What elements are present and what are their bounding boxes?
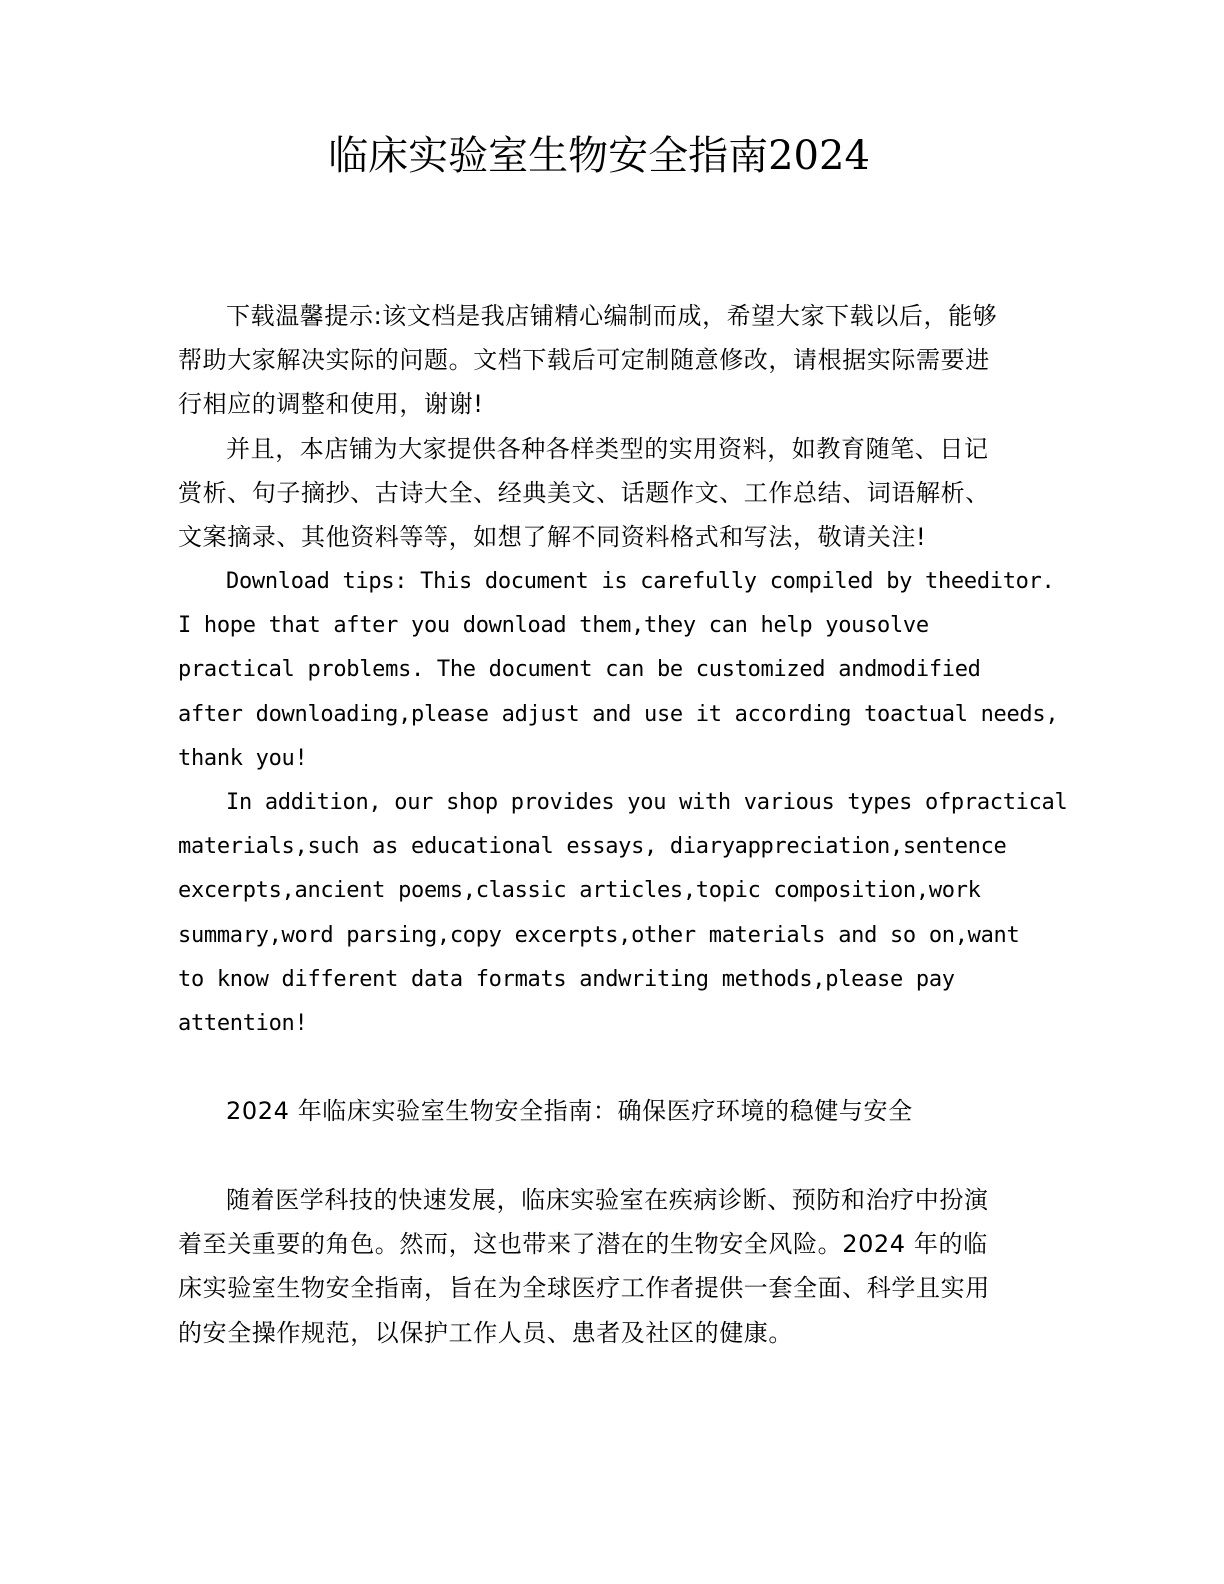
paragraph-line: materials,such as educational essays, diaryappreciation,sentence <box>178 834 1007 860</box>
paragraph-line: summary,word parsing,copy excerpts,other materials and so on,want <box>178 922 1020 948</box>
paragraph-line: after downloading,please adjust and use it according toactual needs, <box>178 701 1059 727</box>
paragraph-line: I hope that after you download them,they can help yousolve <box>178 613 929 639</box>
section-subtitle <box>178 1089 1068 1133</box>
paragraph-line: Download tips: This document is carefully compiled by theeditor. <box>226 569 1055 594</box>
paragraph-line: 赏析、句子摘抄、古诗大全、经典美文、话题作文、工作总结、词语解析、 <box>178 479 990 508</box>
paragraph-line: 行相应的调整和使用，谢谢! <box>178 390 484 419</box>
shop-notice-cn <box>178 427 1068 560</box>
download-notice-en <box>178 560 1068 781</box>
paragraph-line: 下载温馨提示:该文档是我店铺精心编制而成，希望大家下载以后，能够 <box>226 302 998 330</box>
paragraph-line: In addition, our shop provides you with various types ofpractical <box>226 790 1068 815</box>
paragraph-line: 着至关重要的角色。然而，这也带来了潜在的生物安全风险。2024 年的临 <box>178 1230 988 1259</box>
subtitle-text: 2024 年临床实验室生物安全指南：确保医疗环境的稳健与安全 <box>226 1097 913 1125</box>
paragraph-line: 并且，本店铺为大家提供各种各样类型的实用资料，如教育随笔、日记 <box>226 435 989 463</box>
paragraph-line: 的安全操作规范，以保护工作人员、患者及社区的健康。 <box>178 1318 793 1347</box>
paragraph-line: to know different data formats andwriting methods,please pay <box>178 966 955 992</box>
paragraph-line: thank you! <box>178 745 308 771</box>
paragraph-line: 床实验室生物安全指南，旨在为全球医疗工作者提供一套全面、科学且实用 <box>178 1274 990 1303</box>
shop-notice-en <box>178 781 1068 1046</box>
paragraph-line: practical problems. The document can be customized andmodified <box>178 657 981 683</box>
paragraph-line: excerpts,ancient poems,classic articles,topic composition,work <box>178 878 981 904</box>
document-title: 临床实验室生物安全指南2024 <box>328 133 870 179</box>
download-notice-cn <box>178 294 1068 427</box>
paragraph-line: 文案摘录、其他资料等等，如想了解不同资料格式和写法，敬请关注! <box>178 523 927 552</box>
intro-paragraph <box>178 1178 1068 1355</box>
paragraph-line: 帮助大家解决实际的问题。文档下载后可定制随意修改，请根据实际需要进 <box>178 346 990 375</box>
paragraph-line: 随着医学科技的快速发展，临床实验室在疾病诊断、预防和治疗中扮演 <box>226 1186 989 1214</box>
paragraph-line: attention! <box>178 1011 308 1037</box>
